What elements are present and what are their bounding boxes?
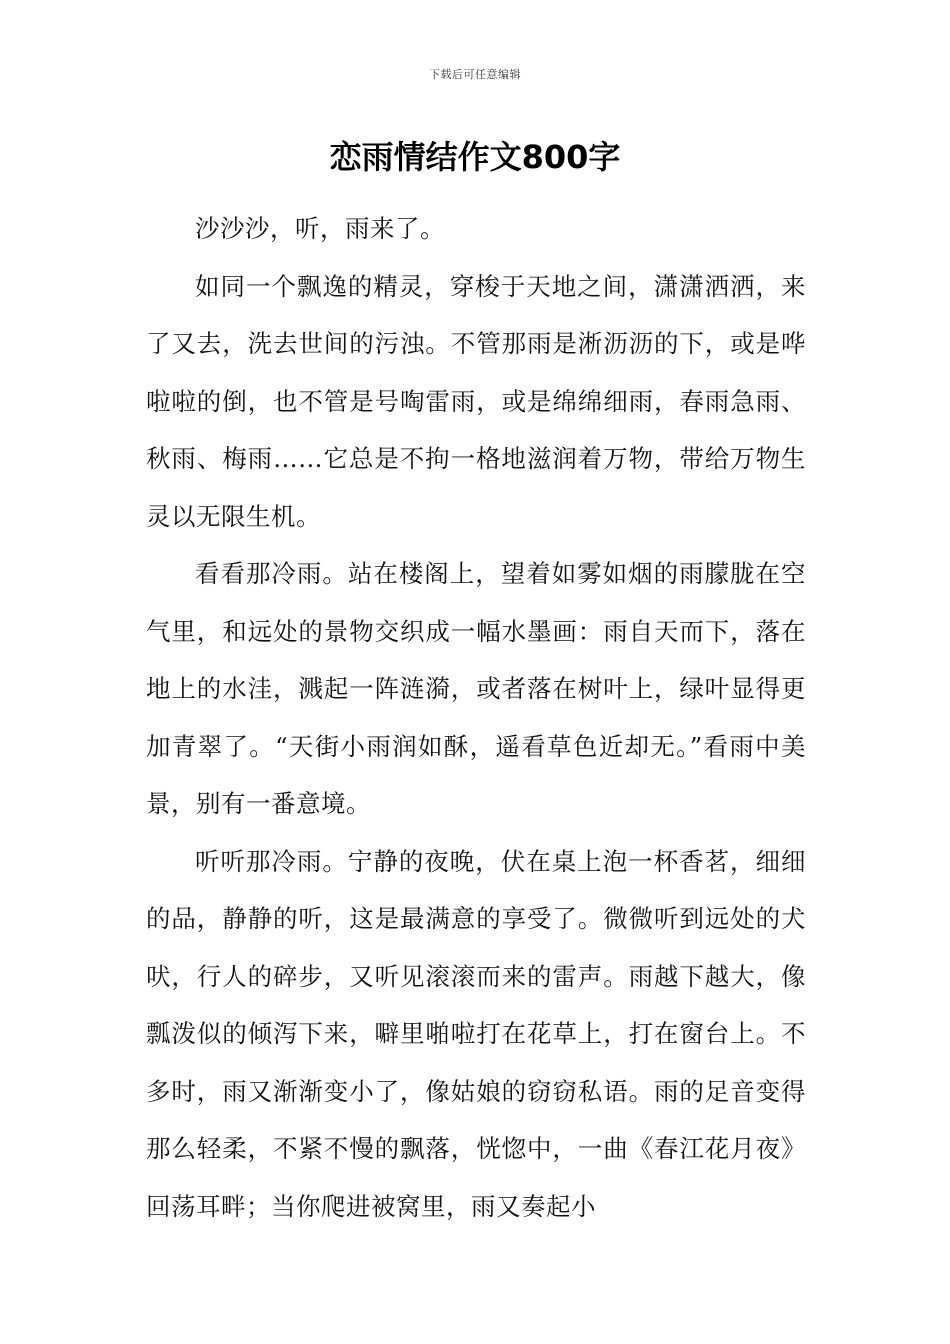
document-title: 恋雨情结作文800字: [329, 138, 621, 176]
paragraph-4: 听听那冷雨。宁静的夜晚，伏在桌上泡一杯香茗，细细的品，静静的听，这是最满意的享受了。微微听到远处的犬吠，行人的碎步，又听见滚滚而来的雷声。雨越下越大，像瓢泼似的倾泻下来，噼里啪啦打在花草上，打在窗台上。不多时，雨又渐渐变小了，像姑娘的窃窃私语。雨的足音变得那么轻柔，不紧不慢的飘落，恍惚中，一曲《春江花月夜》回荡耳畔；当你爬进被窝里，雨又奏起小: [146, 846, 806, 1221]
header-note: 下载后可任意编辑: [429, 68, 521, 81]
paragraph-1: 沙沙沙，听，雨来了。: [195, 214, 445, 243]
document-body: [146, 200, 806, 1235]
paragraph-2: 如同一个飘逸的精灵，穿梭于天地之间，潇潇洒洒，来了又去，洗去世间的污浊。不管那雨是淅沥沥的下，或是哗啦啦的倒，也不管是号啕雷雨，或是绵绵细雨，春雨急雨、秋雨、梅雨……它总是不拘一格地滋润着万物，带给万物生灵以无限生机。: [146, 271, 806, 531]
paragraph-3: 看看那冷雨。站在楼阁上，望着如雾如烟的雨朦胧在空气里，和远处的景物交织成一幅水墨画：雨自天而下，落在地上的水洼，溅起一阵涟漪，或者落在树叶上，绿叶显得更加青翠了。“天街小雨润如酥，遥看草色近却无。”看雨中美景，别有一番意境。: [146, 559, 806, 818]
